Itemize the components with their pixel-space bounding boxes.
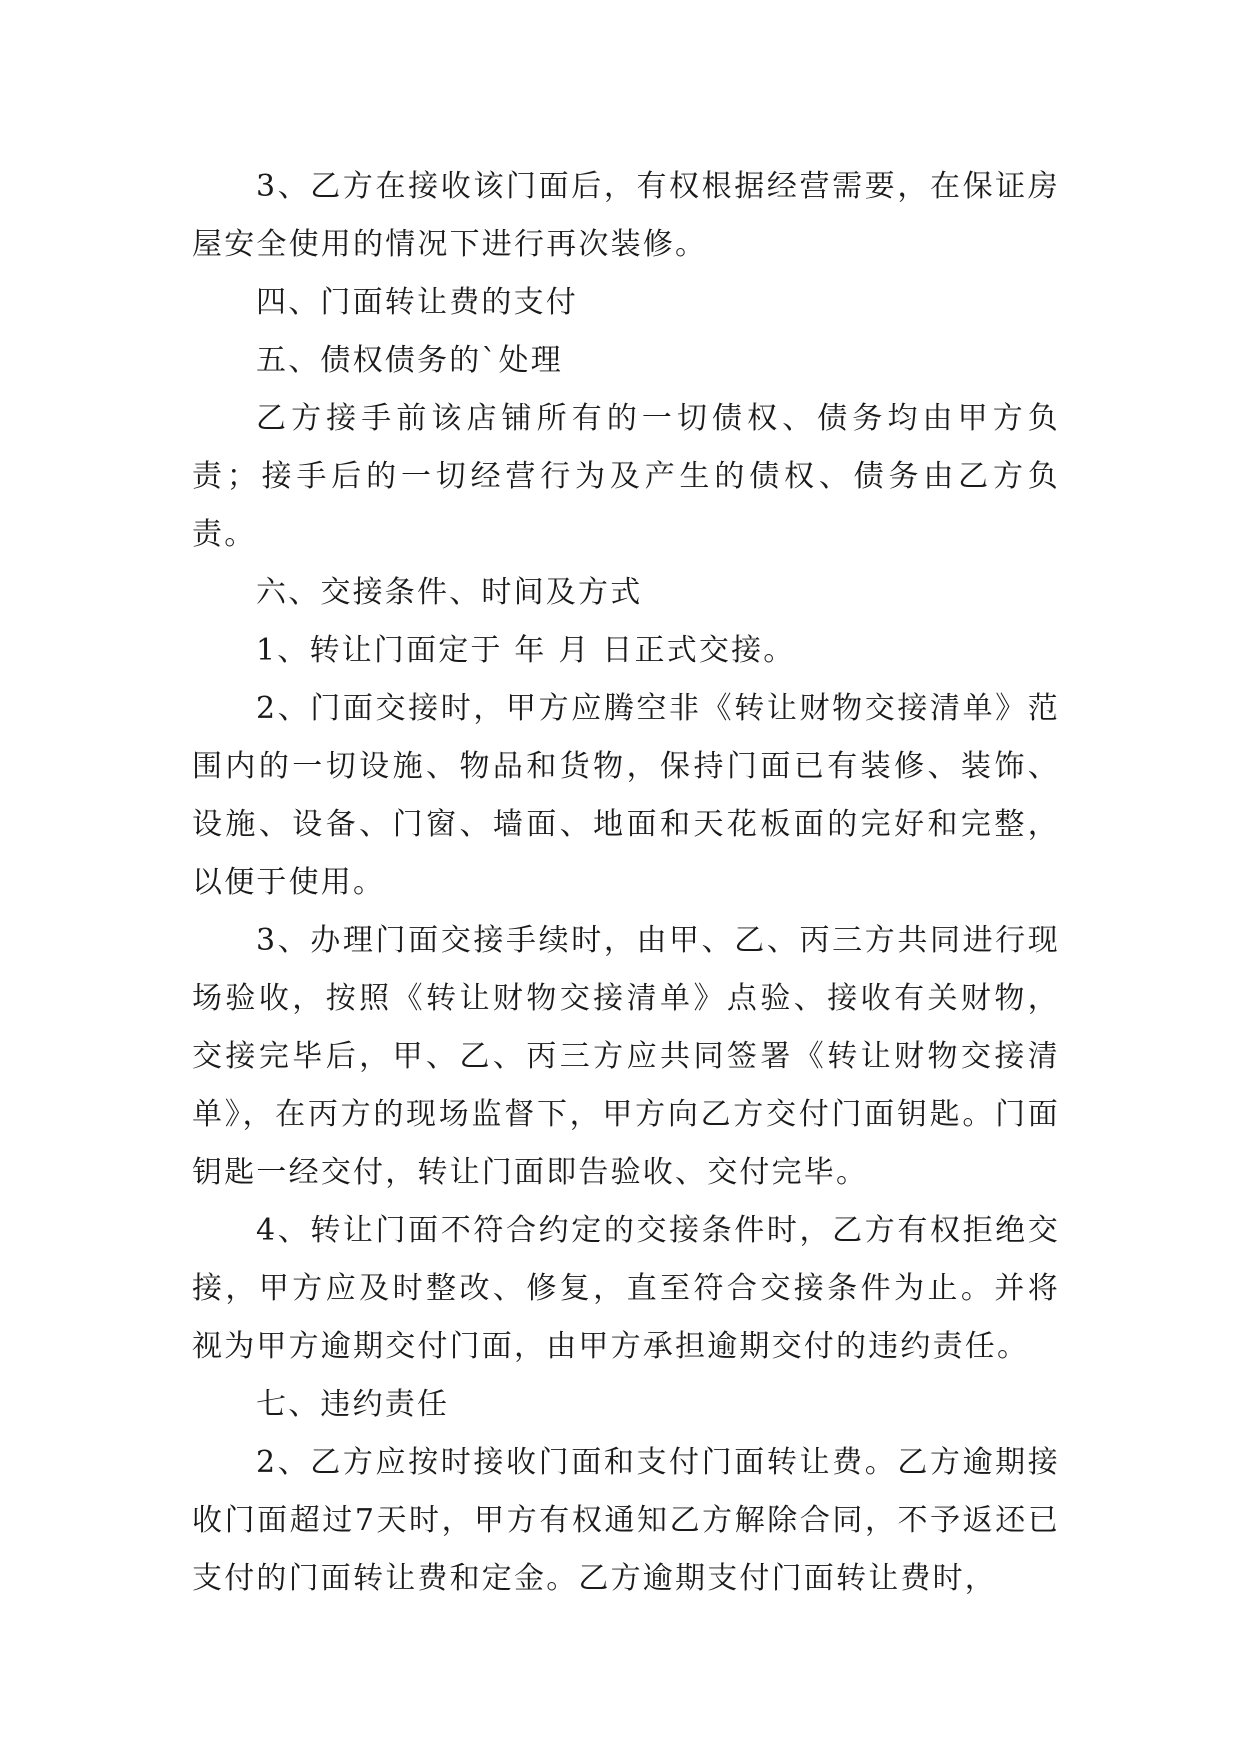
paragraph-clause-3-renovation: 3、乙方在接收该门面后，有权根据经营需要，在保证房屋安全使用的情况下进行再次装修。 <box>192 169 1060 262</box>
paragraph-clause-4-nonconformity: 4、转让门面不符合约定的交接条件时，乙方有权拒绝交接，甲方应及时整改、修复，直至符合交接条件为止。并将视为甲方逾期交付门面，由甲方承担逾期交付的违约责任。 <box>192 1213 1060 1364</box>
paragraph-clause-2-handover-condition: 2、门面交接时，甲方应腾空非《转让财物交接清单》范围内的一切设施、物品和货物，保持门面已有装修、装饰、设施、设备、门窗、墙面、地面和天花板面的完好和完整，以便于使用。 <box>192 691 1060 900</box>
paragraph-clause-2-party-b-liability: 2、乙方应按时接收门面和支付门面转让费。乙方逾期接收门面超过7天时，甲方有权通知乙方解除合同，不予返还已支付的门面转让费和定金。乙方逾期支付门面转让费时， <box>192 1445 1060 1596</box>
paragraph-debt-responsibility: 乙方接手前该店铺所有的一切债权、债务均由甲方负责；接手后的一切经营行为及产生的债权、债务由乙方负责。 <box>192 401 1060 552</box>
paragraph-clause-1-handover-date: 1、转让门面定于 年 月 日正式交接。 <box>256 633 796 668</box>
heading-section-4-payment: 四、门面转让费的支付 <box>256 285 578 320</box>
paragraph-clause-3-handover-procedure: 3、办理门面交接手续时，由甲、乙、丙三方共同进行现场验收，按照《转让财物交接清单》点验、接收有关财物，交接完毕后，甲、乙、丙三方应共同签署《转让财物交接清单》，在丙方的现场监督下，甲方向乙方交付门面钥匙。门面钥匙一经交付，转让门面即告验收、交付完毕。 <box>192 923 1060 1190</box>
document-body <box>192 158 1060 1608</box>
heading-section-6-handover: 六、交接条件、时间及方式 <box>256 575 643 610</box>
heading-section-7-liability: 七、违约责任 <box>256 1387 450 1422</box>
heading-section-5-debts: 五、债权债务的`处理 <box>256 343 563 378</box>
